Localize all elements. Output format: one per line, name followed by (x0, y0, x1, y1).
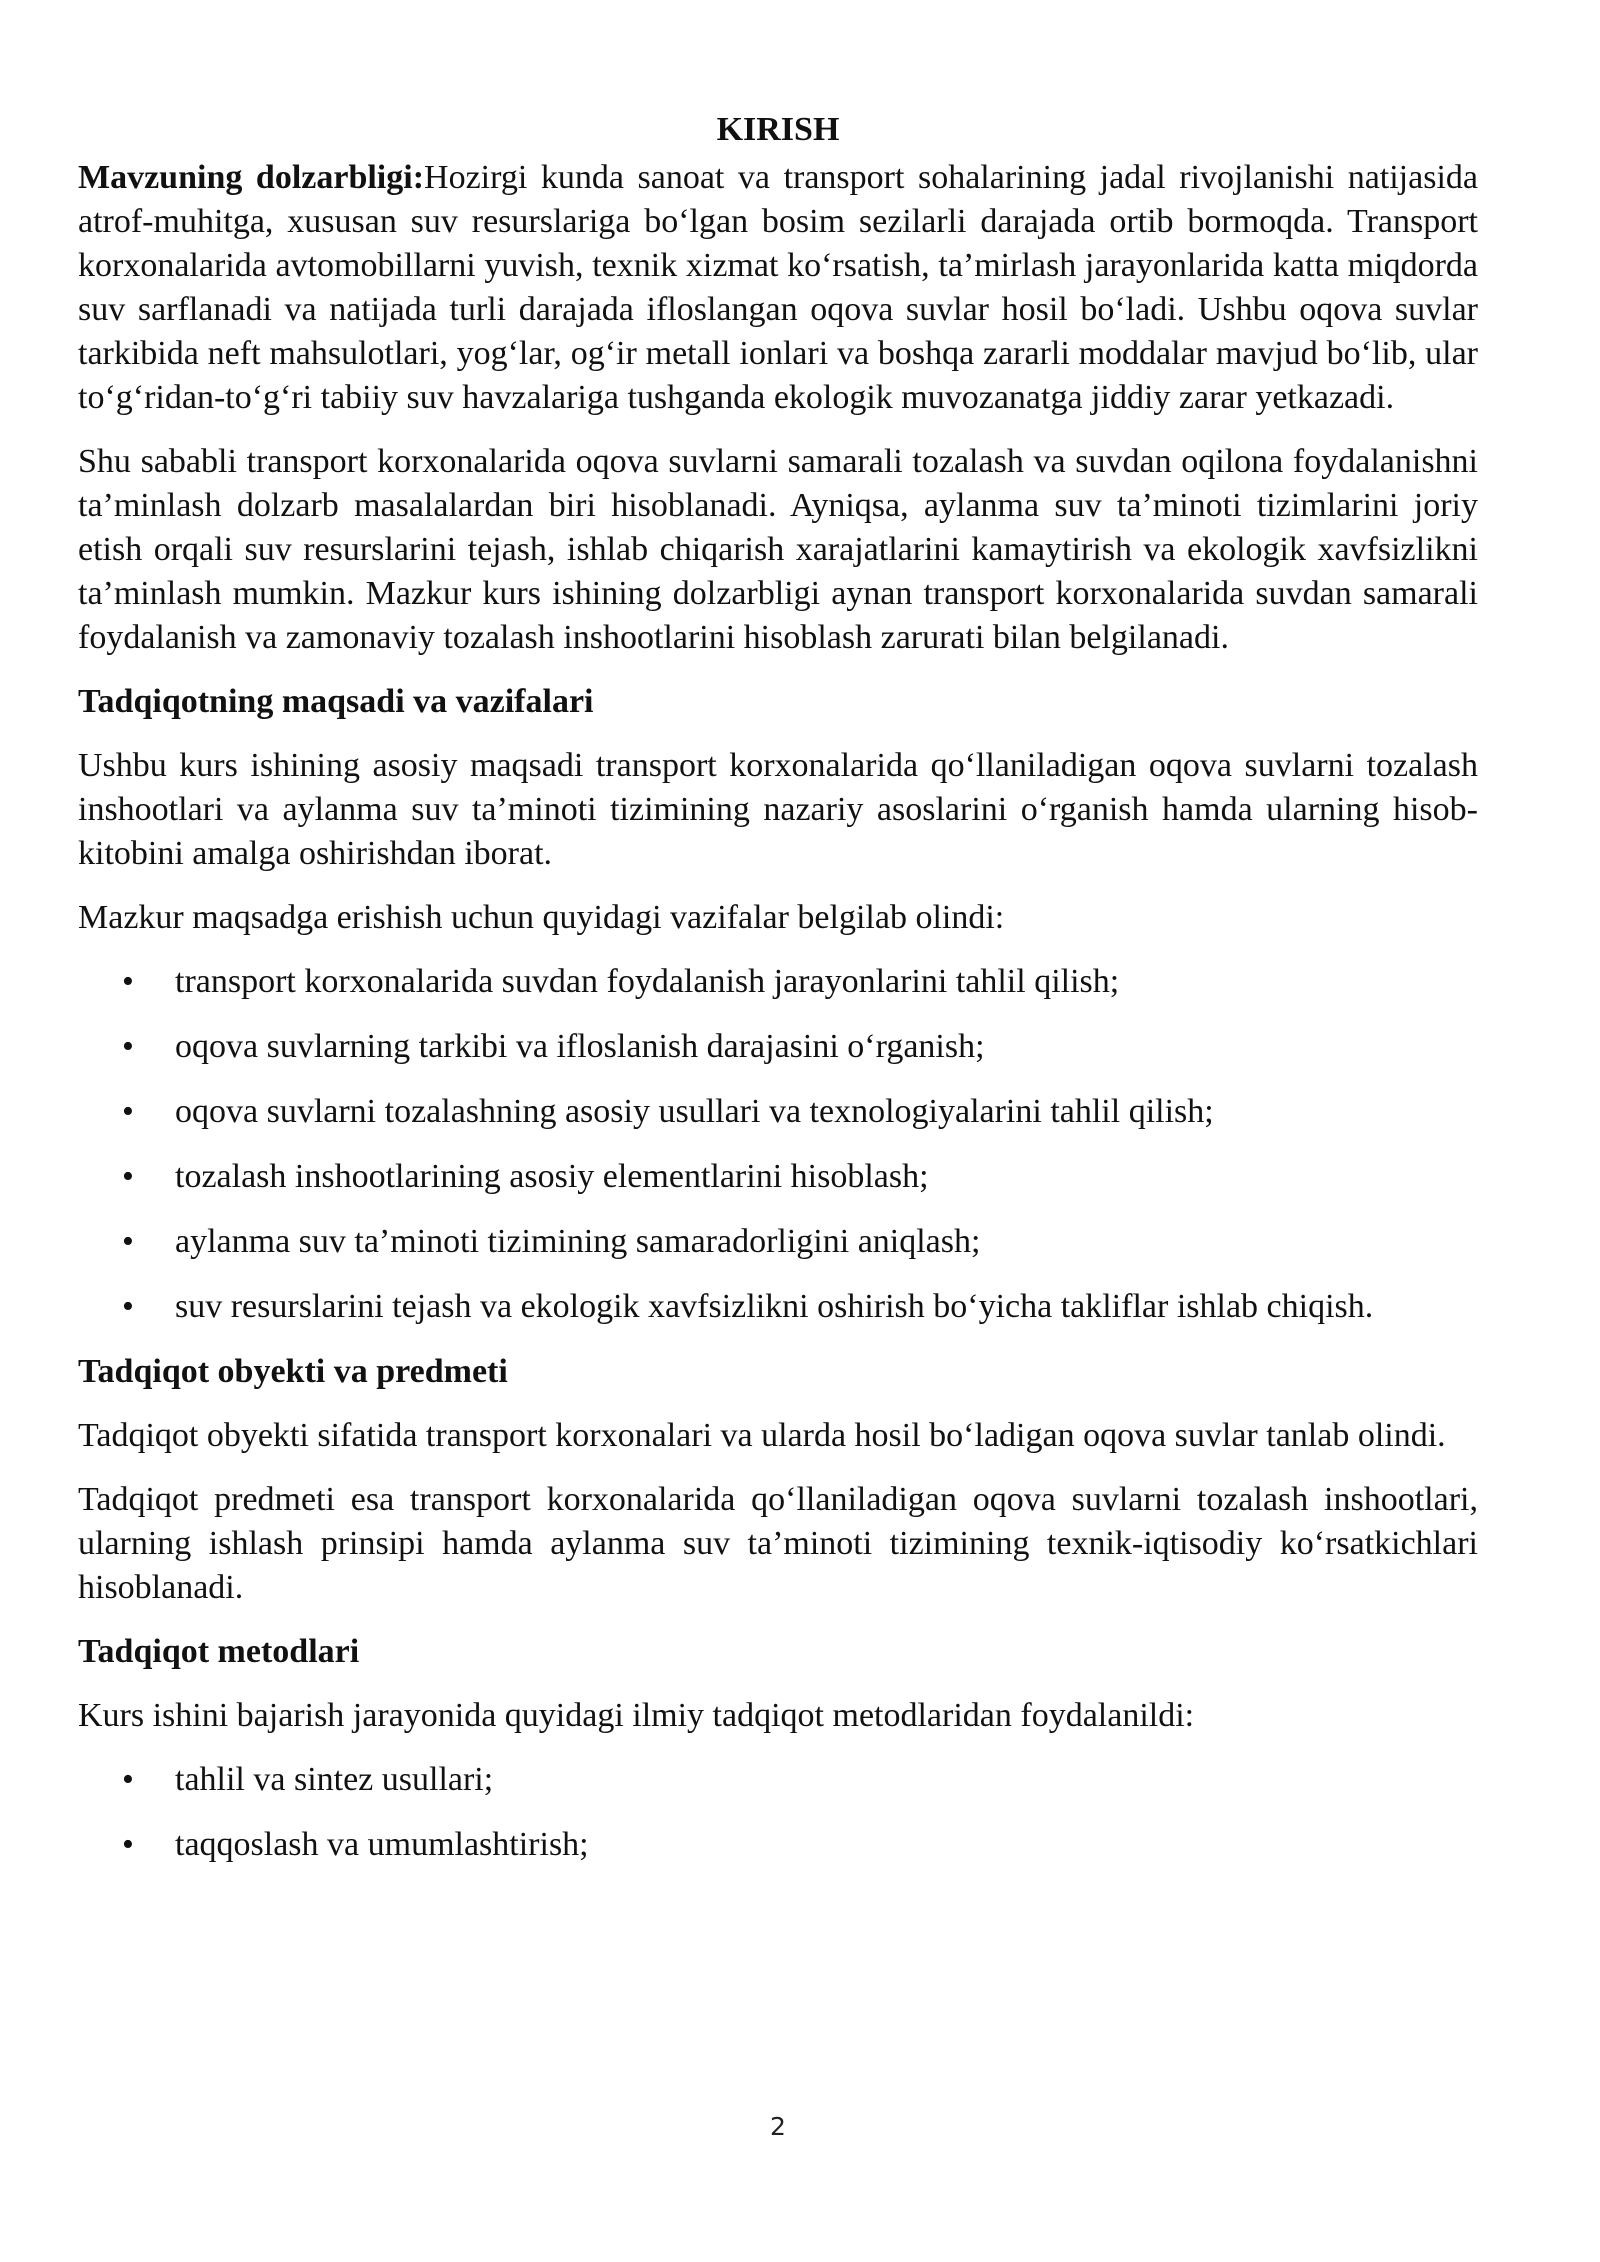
list-item-text: oqova suvlarning tarkibi va ifloslanish darajasini o‘rganish; (175, 1028, 985, 1065)
bullet-icon: • (122, 1028, 134, 1065)
list-item-text: oqova suvlarni tozalashning asosiy usullari va texnologiyalarini tahlil qilish; (175, 1093, 1214, 1130)
bullet-icon: • (122, 1761, 134, 1798)
page-number: 2 (770, 2112, 786, 2141)
goals-heading: Tadqiqotning maqsadi va vazifalari (78, 683, 594, 720)
list-item (78, 1285, 1478, 1329)
list-item (78, 1090, 1478, 1134)
goals-paragraph-2: Mazkur maqsadga erishish uchun quyidagi vazifalar belgilab olindi: (78, 899, 1005, 936)
list-item-text: suv resurslarini tejash va ekologik xavfsizlikni oshirish bo‘yicha takliflar ishlab chiqish. (175, 1288, 1374, 1325)
list-item (78, 1155, 1478, 1199)
intro-paragraph-2: Shu sababli transport korxonalarida oqova suvlarni samarali tozalash va suvdan oqilona foydalanishni ta’minlash dolzarb masalalardan biri hisoblanadi. Ayniqsa, aylanma suv ta’minoti tizimlarini joriy etish orqali suv resurslarini tejash, ishlab chiqarish xarajatlarini kamaytirish va ekologik xavfsizlikni ta’minlash mumkin. Mazkur kurs ishining dolzarbligi aynan transport korxonalarida suvdan samarali foydalanish va zamonaviy tozalash inshootlarini hisoblash zarurati bilan belgilanadi. (78, 443, 1478, 656)
bullet-icon: • (122, 1288, 134, 1325)
object-paragraph-2: Tadqiqot predmeti esa transport korxonalarida qo‘llaniladigan oqova suvlarni tozalash inshootlari, ularning ishlash prinsipi hamda aylanma suv ta’minoti tizimining texnik-iqtisodiy ko‘rsatkichlari hisoblanadi. (78, 1481, 1478, 1606)
goals-paragraph-1: Ushbu kurs ishining asosiy maqsadi transport korxonalarida qo‘llaniladigan oqova suvlarni tozalash inshootlari va aylanma suv ta’minoti tizimining nazariy asoslarini o‘rganish hamda ularning hisob-kitobini amalga oshirishdan iborat. (78, 747, 1478, 872)
methods-paragraph-1: Kurs ishini bajarish jarayonida quyidagi ilmiy tadqiqot metodlaridan foydalanildi: (78, 1697, 1195, 1734)
intro-paragraph (78, 156, 1478, 420)
list-item-text: tahlil va sintez usullari; (175, 1761, 494, 1798)
list-item-text: taqqoslash va umumlashtirish; (175, 1826, 589, 1863)
bullet-icon: • (122, 963, 134, 1000)
document-page (78, 108, 1478, 1888)
list-item (78, 1220, 1478, 1264)
list-item-text: aylanma suv ta’minoti tizimining samaradorligini aniqlash; (175, 1223, 981, 1260)
goals-task-list (78, 960, 1478, 1329)
bullet-icon: • (122, 1223, 134, 1260)
bullet-icon: • (122, 1158, 134, 1195)
object-paragraph-1: Tadqiqot obyekti sifatida transport korxonalari va ularda hosil bo‘ladigan oqova suvlar tanlab olindi. (78, 1417, 1446, 1454)
intro-lead: Mavzuning dolzarbligi: (78, 159, 425, 196)
list-item (78, 960, 1478, 1004)
list-item-text: tozalash inshootlarining asosiy elementlarini hisoblash; (175, 1158, 929, 1195)
intro-text: Hozirgi kunda sanoat va transport sohalarining jadal rivojlanishi natijasida atrof-muhitga, xususan suv resurslariga bo‘lgan bosim sezilarli darajada ortib bormoqda. Transport korxonalarida avtomobillarni yuvish, texnik xizmat ko‘rsatish, ta’mirlash jarayonlarida katta miqdorda suv sarflanadi va natijada turli darajada ifloslangan oqova suvlar hosil bo‘ladi. Ushbu oqova suvlar tarkibida neft mahsulotlari, yog‘lar, og‘ir metall ionlari va boshqa zararli moddalar mavjud bo‘lib, ular to‘g‘ridan-to‘g‘ri tabiiy suv havzalariga tushganda ekologik muvozanatga jiddiy zarar yetkazadi. (78, 159, 1478, 416)
page-title: KIRISH (716, 111, 840, 148)
methods-list (78, 1758, 1478, 1867)
list-item (78, 1823, 1478, 1867)
bullet-icon: • (122, 1093, 134, 1130)
methods-heading: Tadqiqot metodlari (78, 1633, 360, 1670)
list-item (78, 1025, 1478, 1069)
list-item-text: transport korxonalarida suvdan foydalanish jarayonlarini tahlil qilish; (175, 963, 1120, 1000)
list-item (78, 1758, 1478, 1802)
bullet-icon: • (122, 1826, 134, 1863)
object-heading: Tadqiqot obyekti va predmeti (78, 1353, 508, 1390)
